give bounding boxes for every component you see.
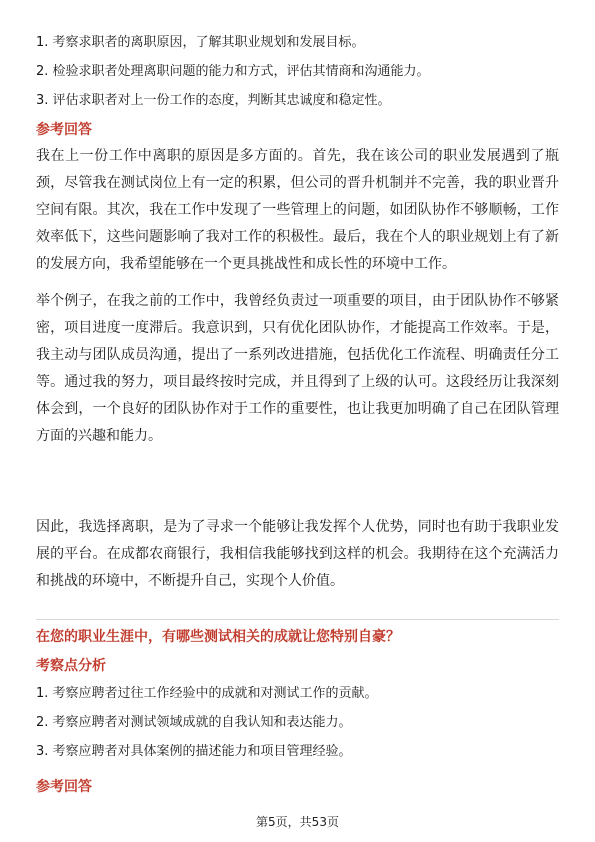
analysis-item-1: 1. 考察求职者的离职原因，了解其职业规划和发展目标。 [36,35,365,50]
analysis-item-5: 2. 考察应聘者对测试领域成就的自我认知和表达能力。 [36,715,352,730]
analysis-item-4: 1. 考察应聘者过往工作经验中的成就和对测试工作的贡献。 [36,686,378,701]
analysis-item-3: 3. 评估求职者对上一份工作的态度，判断其忠诚度和稳定性。 [36,93,391,108]
question-heading: 在您的职业生涯中，有哪些测试相关的成就让您特别自豪？ [36,629,400,645]
analysis-heading: 考察点分析 [36,658,106,674]
answer-heading-2: 参考回答 [36,779,92,795]
page-number: 第5页，共53页 [256,815,339,829]
answer-paragraph-1: 我在上一份工作中离职的原因是多方面的。首先，我在该公司的职业发展遇到了瓶颈，尽管我在测试岗位上有一定的积累，但公司的晋升机制并不完善，我的职业晋升空间有限。其次，我在工作中发现了一些管理上的问题，如团队协作不够顺畅，工作效率低下，这些问题影响了我对工作的积极性。最后，我在个人的职业规划上有了新的发展方向，我希望能够在一个更具挑战性和成长性的环境中工作。 [36,148,559,272]
answer-paragraph-3: 因此，我选择离职，是为了寻求一个能够让我发挥个人优势，同时也有助于我职业发展的平台。在成都农商银行，我相信我能够找到这样的机会。我期待在这个充满活力和挑战的环境中，不断提升自己，实现个人价值。 [36,519,559,589]
analysis-item-6: 3. 考察应聘者对具体案例的描述能力和项目管理经验。 [36,744,352,759]
analysis-item-2: 2. 检验求职者处理离职问题的能力和方式，评估其情商和沟通能力。 [36,64,430,79]
section-divider [36,619,559,620]
answer-heading: 参考回答 [36,122,92,138]
answer-paragraph-2: 举个例子，在我之前的工作中，我曾经负责过一项重要的项目，由于团队协作不够紧密，项目进度一度滞后。我意识到，只有优化团队协作，才能提高工作效率。于是，我主动与团队成员沟通，提出了一系列改进措施，包括优化工作流程、明确责任分工等。通过我的努力，项目最终按时完成，并且得到了上级的认可。这段经历让我深刻体会到，一个良好的团队协作对于工作的重要性，也让我更加明确了自己在团队管理方面的兴趣和能力。 [36,293,559,444]
